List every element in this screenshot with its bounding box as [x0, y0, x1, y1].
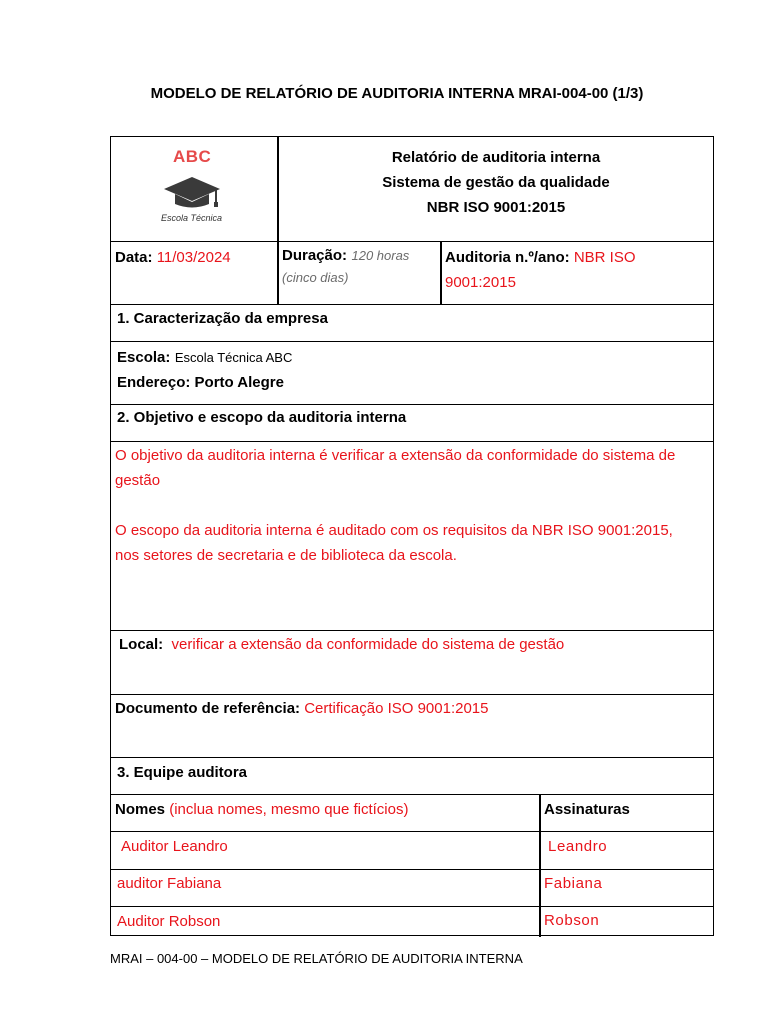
local-value: verificar a extensão da conformidade do sistema de gestão: [171, 636, 565, 653]
date-field: [115, 245, 275, 270]
report-title: Relatório de auditoria interna: [391, 149, 601, 166]
scope-text: O escopo da auditoria interna é auditado com os requisitos da NBR ISO 9001:2015, nos setores de secretaria e de biblioteca da escola.: [115, 522, 673, 564]
auditor-signature: Leandro: [548, 838, 608, 855]
row-divider: [111, 906, 713, 907]
row-divider: [111, 241, 713, 242]
section2-heading: 2. Objetivo e escopo da auditoria interna: [117, 409, 407, 426]
names-hint: (inclua nomes, mesmo que fictícios): [169, 801, 409, 818]
names-header: [115, 801, 535, 818]
row-divider: [111, 831, 713, 832]
audit-number-field: [445, 245, 711, 295]
column-divider: [440, 241, 442, 304]
auditor-name: Auditor Leandro: [121, 838, 228, 855]
objective-text: O objetivo da auditoria interna é verificar a extensão da conformidade do sistema de gestão: [115, 447, 676, 489]
names-label: Nomes: [115, 801, 166, 818]
local-field: [119, 636, 709, 653]
row-divider: [111, 694, 713, 695]
row-divider: [111, 630, 713, 631]
date-value: 11/03/2024: [156, 249, 231, 266]
audit-report-table: [110, 136, 714, 936]
reference-value: Certificação ISO 9001:2015: [304, 700, 489, 717]
document-title: MODELO DE RELATÓRIO DE AUDITORIA INTERNA MRAI-004-00 (1/3): [150, 85, 644, 102]
system-title: Sistema de gestão da qualidade: [382, 174, 610, 191]
section3-heading: 3. Equipe auditora: [117, 764, 248, 781]
row-divider: [111, 869, 713, 870]
column-divider: [539, 794, 541, 937]
school-value: Escola Técnica ABC: [174, 350, 293, 365]
row-divider: [111, 794, 713, 795]
duration-value-cont: (cinco dias): [282, 270, 349, 285]
company-info: [117, 345, 292, 395]
address-value: Porto Alegre: [194, 374, 284, 391]
row-divider: [111, 404, 713, 405]
auditor-signature: Fabiana: [544, 875, 603, 892]
row-divider: [111, 441, 713, 442]
logo-subtitle: Escola Técnica: [161, 213, 223, 223]
auditor-signature: Robson: [544, 912, 600, 929]
abc-logo: [147, 147, 237, 227]
row-divider: [111, 757, 713, 758]
signatures-header: Assinaturas: [544, 801, 630, 818]
reference-label: Documento de referência:: [115, 700, 301, 717]
audit-number-value: NBR ISO: [573, 249, 636, 266]
reference-field: [115, 700, 709, 717]
local-label: Local:: [119, 636, 164, 653]
duration-value: 120 horas: [351, 248, 410, 263]
row-divider: [111, 341, 713, 342]
page-footer: MRAI – 004-00 – MODELO DE RELATÓRIO DE AUDITORIA INTERNA: [110, 951, 523, 966]
auditor-name: Auditor Robson: [117, 913, 221, 930]
address-label: Endereço:: [117, 374, 191, 391]
audit-number-label: Auditoria n.º/ano:: [445, 249, 570, 266]
standard-title: NBR ISO 9001:2015: [426, 199, 566, 216]
row-divider: [111, 304, 713, 305]
section1-heading: 1. Caracterização da empresa: [117, 310, 328, 327]
date-label: Data:: [115, 249, 153, 266]
duration-label: Duração:: [282, 247, 348, 264]
audit-number-value-cont: 9001:2015: [445, 274, 516, 291]
report-header: [279, 145, 713, 220]
auditor-name: auditor Fabiana: [117, 875, 222, 892]
school-label: Escola:: [117, 349, 171, 366]
logo-brand: ABC: [173, 147, 212, 166]
graduation-cap-icon: [162, 175, 222, 211]
duration-field: [282, 245, 438, 289]
